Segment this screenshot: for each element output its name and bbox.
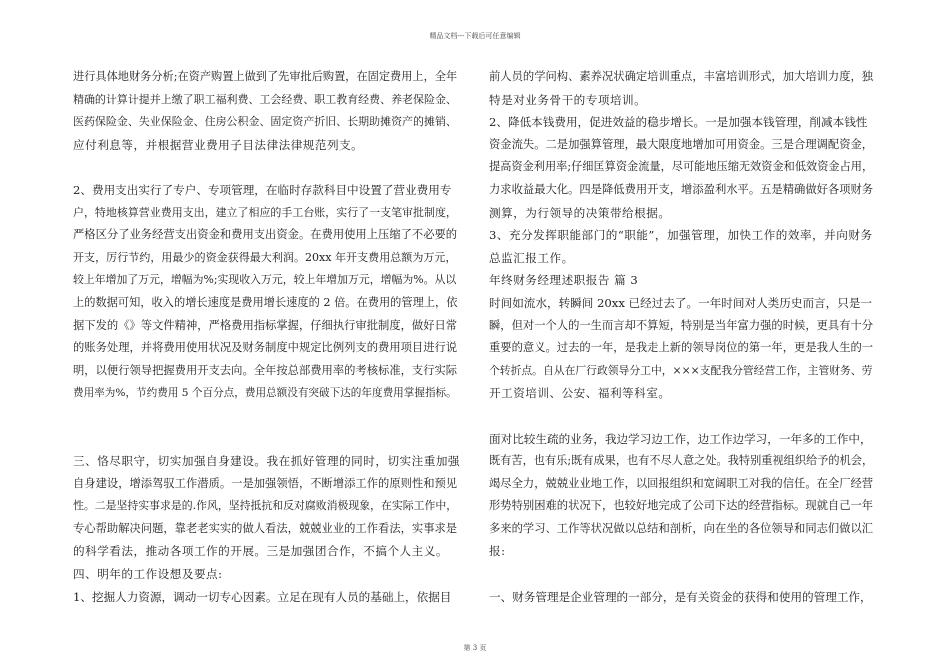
text-line: 形势特别困难的状况下，也较好地完成了公司下达的经营指标。现就自己一年: [489, 499, 874, 513]
text-line: 严格区分了业务经营支出资金和费用支出资金。在费用使用上压缩了不必要的: [73, 228, 458, 242]
text-line: 报:: [489, 544, 506, 559]
text-line: 医药保险金、失业保险金、住房公积金、固定资产折旧、长期助摊资产的摊销、: [73, 115, 457, 129]
text-line: 较上年增加了万元，增幅为%;实现收入万元，较上年增加万元，增幅为%。从以: [73, 273, 457, 287]
text-line: 个转折点。自从在厂行政领导分工中，×××支配我分管经营工作，主管财务、劳: [489, 363, 873, 377]
text-line: 户，特地核算营业费用支出，建立了相应的手工台账，实行了一支笔审批制度，: [73, 205, 457, 219]
text-line: 前人员的学问构、素养况状确定培训重点，丰富培训形式，加大培训力度，独: [489, 70, 874, 83]
text-line: 多来的学习、工作等状况做以总结和剖析，向在坐的各位领导和同志们做以汇: [489, 521, 874, 535]
text-line: 性。二是坚持实事求是的.作风，坚持抵抗和反对腐败消极现象，在实际工作中，: [73, 499, 458, 513]
blank-line: [73, 156, 461, 179]
text-line: 2、费用支出实行了专户、专项管理，在临时存款科目中设置了营业费用专: [73, 182, 452, 197]
text-line: 年终财务经理述职报告 篇 3: [489, 273, 639, 288]
text-line: 一、财务管理是企业管理的一部分，是有关资金的获得和使用的管理工作，: [489, 589, 872, 604]
text-line: 测算，为行领导的决策带给根据。: [489, 205, 671, 220]
text-line: 竭尽全力，兢兢业业地工作，以回报组织和宽阔职工对我的信任。在全厂经营: [489, 476, 874, 490]
text-line: 的账务处理，并将费用使用状况及财务制度中规定比例列支的费用项目进行说: [73, 341, 458, 355]
blank-line: [489, 405, 877, 428]
text-line: 开工资培训、公安、福利等科室。: [489, 386, 671, 401]
text-line: 四、明年的工作设想及要点:: [73, 567, 223, 582]
text-line: 3、充分发挥职能部门的“职能”，加强管理，加快工作的效率，并向财务: [489, 228, 873, 243]
text-line: 重要的意义。过去的一年，是我走上新的领导岗位的第一年，更是我人生的一: [489, 341, 874, 355]
text-line: 自身建设，增添驾驭工作潜质。一是加强领悟，不断增添工作的原则性和预见: [73, 476, 458, 490]
text-line: 面对比较生疏的业务，我边学习边工作，边工作边学习，一年多的工作中，: [489, 431, 872, 446]
page-header: 精品文档---下载后可任意编辑: [429, 32, 521, 40]
text-line: 开支，厉行节约，用最少的资金获得最大利润。20xx 年开支费用总额为万元，: [73, 250, 457, 264]
text-line: 明，以便行领导把握费用开支去向。全年按总部费用率的考核标准，支行实际: [73, 363, 458, 377]
text-line: 应付利息等，并根据营业费用子目法律法律规范列支。: [73, 137, 364, 152]
text-line: 瞬，但对一个人的一生而言却不算短，特别是当年富力强的时候，更具有十分: [489, 318, 874, 332]
blank-line: [73, 428, 461, 451]
text-line: 进行具体地财务分析;在资产购置上做到了先审批后购置，在固定费用上，全年: [73, 70, 458, 83]
page-number: 第 3 页: [463, 644, 487, 652]
text-line: 据下发的《》等文件精神，严格费用指标掌握，仔细执行审批制度，做好日常: [73, 318, 458, 332]
text-line: 提高资金利用率;仔细匡算资金流量，尽可能地压缩无效资金和低效资金占用，: [489, 160, 874, 174]
text-line: 资金流失。二是加强算管理，最大限度地增加可用资金。三是合理调配资金，: [489, 137, 874, 151]
right-text-column: [489, 66, 877, 608]
text-line: 总监汇报工作。: [489, 250, 574, 265]
text-line: 精确的计算计提并上缴了职工福利费、工会经费、职工教育经费、养老保险金、: [73, 92, 457, 106]
text-line: 时间如流水，转瞬间 20xx 已经过去了。一年时间对人类历史而言，只是一: [489, 295, 873, 310]
text-line: 专心帮助解决问题，靠老老实实的做人看法，兢兢业业的工作看法，实事求是: [73, 521, 458, 535]
blank-line: [489, 563, 877, 586]
left-text-column: [73, 66, 461, 608]
text-line: 1、挖掘人力资源，调动一切专心因素。立足在现有人员的基础上，依据目: [73, 589, 452, 604]
blank-line: [73, 405, 461, 428]
text-line: 既有苦，也有乐;既有成果，也有不尽人意之处。我特别重视组织给予的机会，: [489, 454, 874, 468]
text-line: 特是对业务骨干的专项培训。: [489, 92, 647, 107]
text-line: 的科学看法，推动各项工作的开展。三是加强团合作，不搞个人主义。: [73, 544, 448, 559]
text-line: 三、恪尽职守，切实加强自身建设。我在抓好管理的同时，切实注重加强: [73, 454, 461, 469]
text-line: 费用率为%，节约费用 5 个百分点，费用总额没有突破下达的年度费用掌握指标。: [73, 387, 457, 400]
text-line: 力求收益最大化。四是降低费用开支，增添盈利水平。五是精确做好各项财务: [489, 182, 874, 196]
text-line: 上的数据可知，收入的增长速度是费用增长速度的 2 倍。在费用的管理上，依: [73, 295, 458, 309]
text-line: 2、降低本钱费用，促进效益的稳步增长。一是加强本钱管理，削减本钱性: [489, 115, 868, 130]
